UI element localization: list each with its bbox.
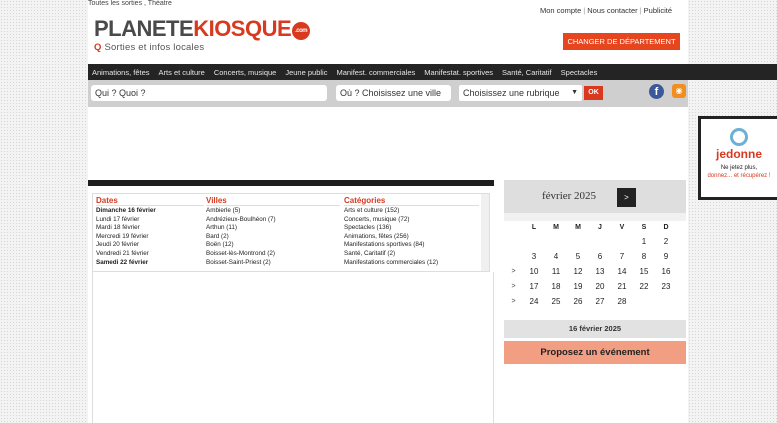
calendar-day[interactable]: 2 xyxy=(663,237,669,246)
week-arrow[interactable]: > xyxy=(511,268,516,275)
logo-tagline: Sorties et infos locales xyxy=(104,42,205,53)
calendar-day[interactable]: 26 xyxy=(573,297,583,306)
calendar-week-row xyxy=(504,279,686,294)
calendar-day[interactable]: 12 xyxy=(573,267,583,276)
advertising-link[interactable]: Publicité xyxy=(643,6,672,15)
my-account-link[interactable]: Mon compte xyxy=(540,6,582,15)
calendar-week-row xyxy=(504,264,686,279)
propose-event-button[interactable]: Proposez un événement xyxy=(504,341,686,364)
date-item[interactable]: Dimanche 16 février xyxy=(96,207,156,214)
week-arrow[interactable]: > xyxy=(511,298,516,305)
rubrique-select[interactable] xyxy=(459,85,582,101)
nav-item-manifest-sportives[interactable]: Manifestat. sportives xyxy=(424,67,494,77)
ad-brand: jedonne xyxy=(715,147,762,161)
category-item[interactable]: Manifestations sportives (84) xyxy=(344,241,425,249)
category-item[interactable]: Arts et culture (152) xyxy=(344,207,400,214)
filter-scrollbar[interactable] xyxy=(481,194,489,271)
logo-text-planete: PLANETE xyxy=(94,16,194,41)
calendar-week-row xyxy=(504,294,686,309)
logo-text-kiosque: KIOSQUE xyxy=(193,16,292,41)
change-department-button[interactable]: CHANGER DE DÉPARTEMENT xyxy=(563,33,680,50)
ville-item[interactable]: Ambierle (5) xyxy=(206,207,241,214)
contact-link[interactable]: Nous contacter xyxy=(587,6,638,15)
calendar-day[interactable]: 17 xyxy=(529,282,539,291)
weekday-label: D xyxy=(663,224,669,231)
date-item[interactable]: Mardi 18 février xyxy=(96,224,140,232)
ville-item[interactable]: Boisset-Saint-Priest (2) xyxy=(206,258,271,266)
date-item[interactable]: Vendredi 21 février xyxy=(96,249,149,257)
nav-item-spectacles[interactable]: Spectacles xyxy=(560,67,598,77)
calendar-day[interactable]: 1 xyxy=(641,237,647,246)
calendar-day[interactable]: 13 xyxy=(595,267,605,276)
calendar-day[interactable]: 5 xyxy=(575,252,581,261)
calendar-grid xyxy=(504,221,686,309)
ad-text-2: donnez... et récupérez ! xyxy=(707,173,771,179)
filter-panel xyxy=(92,193,490,272)
magnifier-icon: Q xyxy=(94,42,102,53)
search-ok-button[interactable]: OK xyxy=(584,86,603,100)
rss-icon[interactable]: ◉ xyxy=(672,84,686,98)
calendar-day[interactable]: 6 xyxy=(597,252,603,261)
villes-header: Villes xyxy=(206,196,340,206)
chevron-down-icon: ▼ xyxy=(571,89,578,96)
calendar-day[interactable]: 3 xyxy=(531,252,537,261)
jedonne-ad-banner[interactable] xyxy=(698,116,777,200)
category-nav xyxy=(88,64,777,80)
weekday-label: J xyxy=(598,224,602,231)
facebook-icon[interactable]: f xyxy=(649,84,664,99)
calendar-week-row xyxy=(504,249,686,264)
ville-item[interactable]: Boisset-lès-Montrond (2) xyxy=(206,249,275,257)
what-search-input[interactable]: Qui ? Quoi ? xyxy=(91,85,327,101)
nav-item-animations[interactable]: Animations, fêtes xyxy=(92,67,150,77)
breadcrumb[interactable]: Toutes les sorties , Théatre xyxy=(88,0,172,7)
calendar-day[interactable]: 9 xyxy=(663,252,669,261)
date-item[interactable]: Jeudi 20 février xyxy=(96,241,140,249)
categories-header: Catégories xyxy=(344,196,479,206)
calendar-day[interactable]: 16 xyxy=(661,267,671,276)
calendar-day[interactable]: 27 xyxy=(595,297,605,306)
calendar-next-button[interactable]: > xyxy=(617,188,636,207)
category-item[interactable]: Santé, Caritatif (2) xyxy=(344,249,396,257)
weekday-label: M xyxy=(553,224,559,231)
calendar-weekday-row xyxy=(504,221,686,234)
ville-item[interactable]: Boën (12) xyxy=(206,241,234,249)
nav-item-jeune-public[interactable]: Jeune public xyxy=(285,67,328,77)
category-item[interactable]: Concerts, musique (72) xyxy=(344,215,410,223)
calendar-header xyxy=(504,180,686,213)
rubrique-select-value: Choisissez une rubrique xyxy=(463,88,560,98)
calendar-day[interactable]: 25 xyxy=(551,297,561,306)
ville-item[interactable]: Arthun (11) xyxy=(206,224,238,232)
calendar-day[interactable]: 8 xyxy=(641,252,647,261)
calendar-day[interactable]: 22 xyxy=(639,282,649,291)
calendar-day[interactable]: 28 xyxy=(617,297,627,306)
calendar-day[interactable]: 11 xyxy=(551,267,561,276)
ville-item[interactable]: Bard (2) xyxy=(206,232,229,240)
calendar-widget xyxy=(504,180,686,338)
calendar-selected-date: 16 février 2025 xyxy=(504,320,686,338)
calendar-day[interactable]: 7 xyxy=(619,252,625,261)
top-links: Mon compte | Nous contacter | Publicité xyxy=(540,6,672,15)
calendar-week-row xyxy=(504,234,686,249)
weekday-label: L xyxy=(531,224,537,231)
section-divider xyxy=(88,180,494,186)
calendar-day[interactable]: 20 xyxy=(595,282,605,291)
nav-item-concerts[interactable]: Concerts, musique xyxy=(213,67,277,77)
nav-item-manifest-commerciales[interactable]: Manifest. commerciales xyxy=(336,67,416,77)
nav-item-arts[interactable]: Arts et culture xyxy=(158,67,205,77)
weekday-label: V xyxy=(619,224,625,231)
jedonne-logo-icon xyxy=(730,128,748,146)
calendar-day[interactable]: 10 xyxy=(529,267,539,276)
calendar-day[interactable]: 15 xyxy=(639,267,649,276)
dates-header: Dates xyxy=(96,196,204,206)
category-item[interactable]: Spectacles (136) xyxy=(344,224,392,232)
category-item[interactable]: Manifestations commerciales (12) xyxy=(344,258,439,266)
events-list-area xyxy=(92,272,494,423)
weekday-label: S xyxy=(641,224,647,231)
background-pattern-left xyxy=(0,0,88,423)
category-item[interactable]: Animations, fêtes (256) xyxy=(344,232,409,240)
ad-text-1: Ne jetez plus, xyxy=(720,165,758,171)
where-search-input[interactable]: Où ? Choisissez une ville xyxy=(336,85,451,101)
ville-item[interactable]: Andrézieux-Boulhéon (7) xyxy=(206,215,276,223)
calendar-subheader xyxy=(504,213,686,221)
categories-column xyxy=(344,196,479,267)
calendar-day[interactable]: 19 xyxy=(573,282,583,291)
calendar-day[interactable]: 24 xyxy=(529,297,539,306)
date-item[interactable]: Samedi 22 février xyxy=(96,258,149,266)
dates-column xyxy=(96,196,204,267)
calendar-day[interactable]: 18 xyxy=(551,282,561,291)
calendar-day[interactable]: 23 xyxy=(661,282,671,291)
date-item[interactable]: Mercredi 19 février xyxy=(96,232,149,240)
calendar-day[interactable]: 21 xyxy=(617,282,627,291)
villes-column xyxy=(206,196,340,267)
week-arrow[interactable]: > xyxy=(511,283,516,290)
logo-badge: .com xyxy=(292,22,310,40)
nav-item-sante[interactable]: Santé, Caritatif xyxy=(502,67,552,77)
calendar-day[interactable]: 14 xyxy=(617,267,627,276)
calendar-month-title: février 2025 xyxy=(542,190,597,202)
calendar-day[interactable]: 4 xyxy=(553,252,559,261)
search-bar xyxy=(88,80,688,107)
site-logo[interactable] xyxy=(94,18,310,53)
weekday-label: M xyxy=(575,224,581,231)
date-item[interactable]: Lundi 17 février xyxy=(96,215,140,223)
